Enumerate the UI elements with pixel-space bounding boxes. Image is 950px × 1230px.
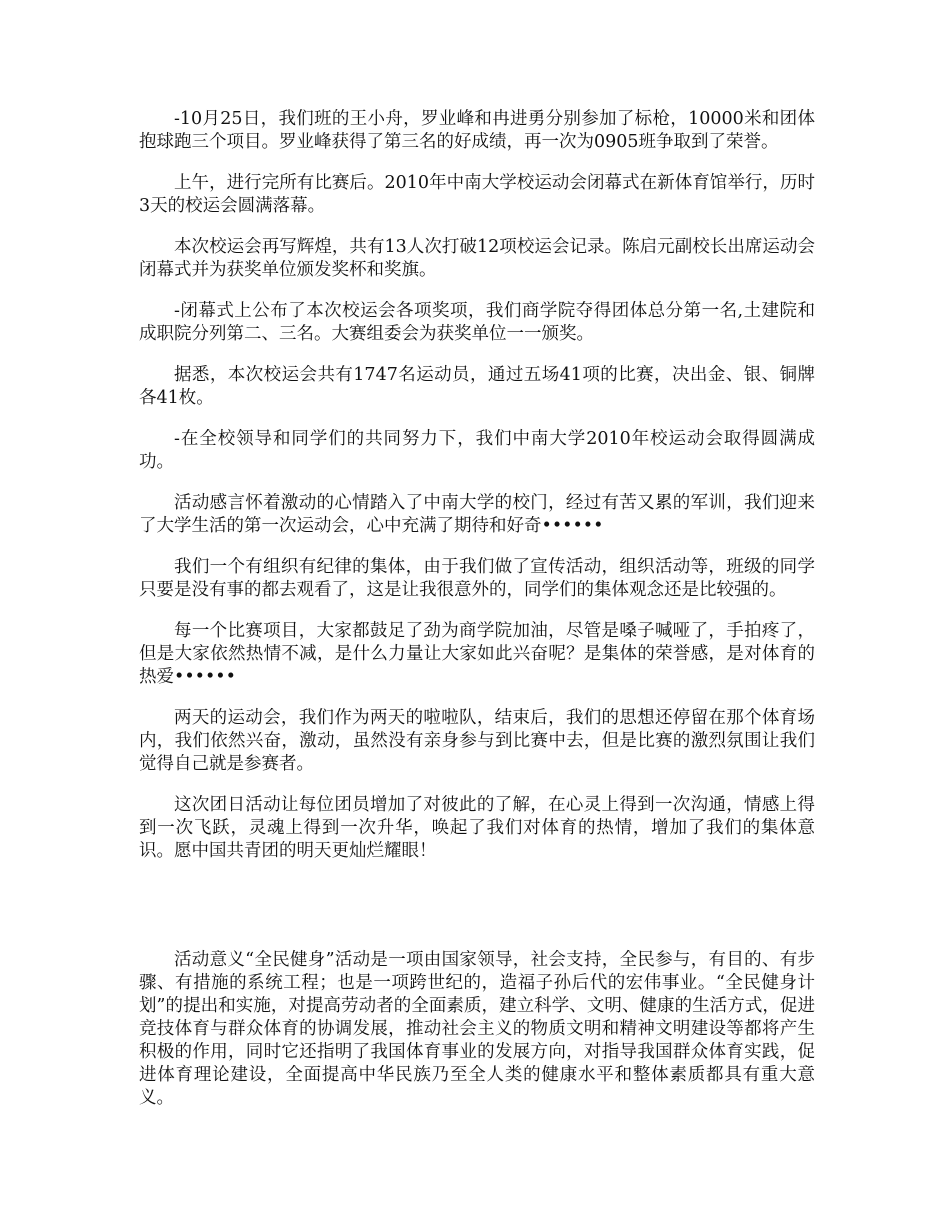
paragraph-closing-ceremony: 上午，进行完所有比赛后。2010年中南大学校运动会闭幕式在新体育馆举行，历时3天的校运会圆满落幕。 bbox=[139, 173, 815, 216]
paragraph-awards: -闭幕式上公布了本次校运会各项奖项，我们商学院夺得团体总分第一名,土建院和成职院分列第二、三名。大赛组委会为获奖单位一一颁奖。 bbox=[139, 301, 815, 344]
paragraph-success: -在全校领导和同学们的共同努力下，我们中南大学2010年校运动会取得圆满成功。 bbox=[139, 429, 815, 472]
paragraph-collective: 我们一个有组织有纪律的集体，由于我们做了宣传活动，组织活动等，班级的同学只要是没有事的都去观看了，这是让我很意外的，同学们的集体观念还是比较强的。 bbox=[139, 557, 815, 600]
paragraph-impressions: 活动感言怀着激动的心情踏入了中南大学的校门，经过有苦又累的军训，我们迎来了大学生活的第一次运动会，心中充满了期待和好奇•••••• bbox=[139, 493, 815, 536]
paragraph-league-day: 这次团日活动让每位团员增加了对彼此的了解，在心灵上得到一次沟通，情感上得到一次飞跃，灵魂上得到一次升华，唤起了我们对体育的热情，增加了我们的集体意识。愿中国共青团的明天更灿烂耀眼！ bbox=[139, 795, 815, 861]
paragraph-cheering: 每一个比赛项目，大家都鼓足了劲为商学院加油，尽管是嗓子喊哑了，手拍疼了，但是大家依然热情不减，是什么力量让大家如此兴奋呢？是集体的荣誉感，是对体育的热爱•••••• bbox=[139, 621, 815, 687]
paragraph-records: 本次校运会再写辉煌，共有13人次打破12项校运会记录。陈启元副校长出席运动会闭幕式并为获奖单位颁发奖杯和奖旗。 bbox=[139, 237, 815, 280]
paragraph-activity-significance: 活动意义“全民健身”活动是一项由国家领导，社会支持，全民参与，有目的、有步骤、有措施的系统工程；也是一项跨世纪的，造福子孙后代的宏伟事业。“全民健身计划”的提出和实施，对提高劳动者的全面素质，建立科学、文明、健康的生活方式，促进竞技体育与群众体育的协调发展，推动社会主义的物质文明和精神文明建设等都将产生积极的作用，同时它还指明了我国体育事业的发展方向，对指导我国群众体育实践，促进体育理论建设，全面提高中华民族乃至全人类的健康水平和整体素质都具有重大意义。 bbox=[139, 950, 815, 1108]
paragraph-sports-results: -10月25日，我们班的王小舟，罗业峰和冉进勇分别参加了标枪，10000米和团体抱球跑三个项目。罗业峰获得了第三名的好成绩，再一次为0905班争取到了荣誉。 bbox=[139, 109, 815, 152]
section-spacer bbox=[139, 881, 815, 949]
paragraph-athletes: 据悉，本次校运会共有1747名运动员，通过五场41项的比赛，决出金、银、铜牌各41枚。 bbox=[139, 365, 815, 408]
document-body bbox=[139, 108, 815, 1128]
paragraph-cheer-squad: 两天的运动会，我们作为两天的啦啦队，结束后，我们的思想还停留在那个体育场内，我们依然兴奋，激动，虽然没有亲身参与到比赛中去，但是比赛的激烈氛围让我们觉得自己就是参赛者。 bbox=[139, 708, 815, 774]
